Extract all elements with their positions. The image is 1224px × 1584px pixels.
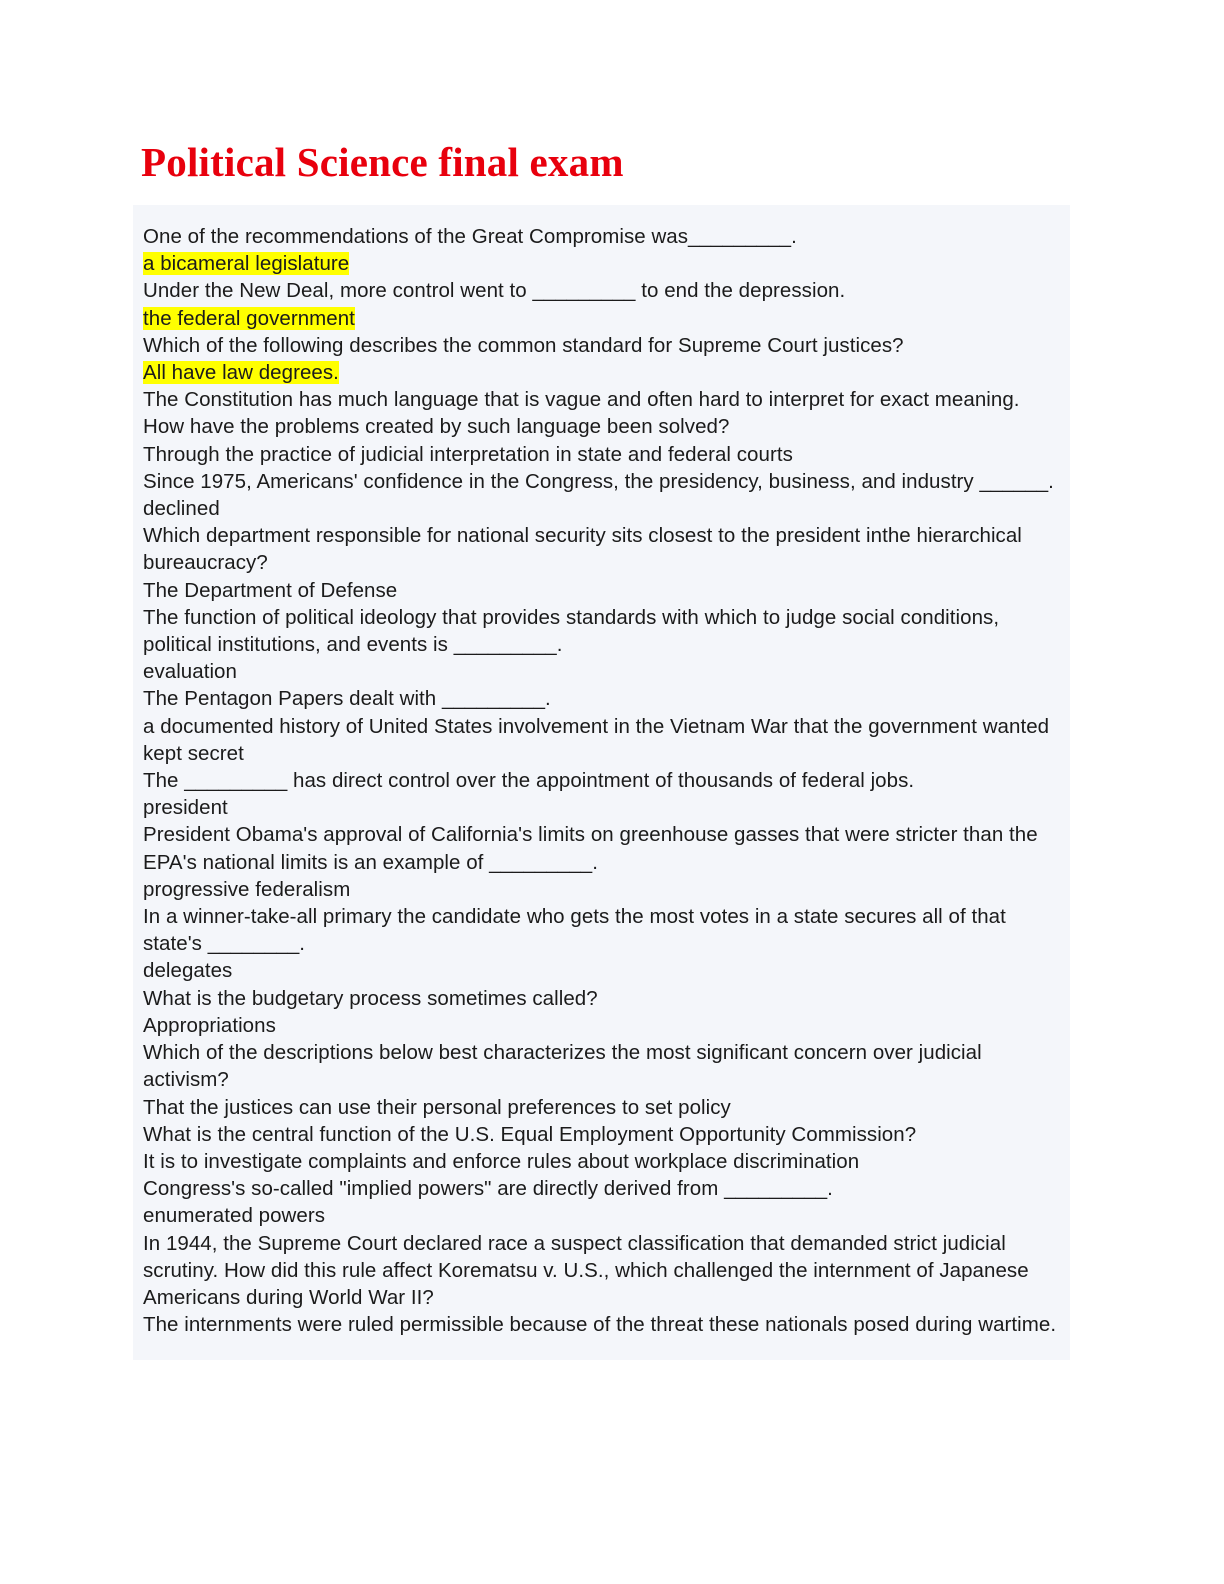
answer-line (143, 305, 1064, 332)
line-text: delegates (143, 959, 233, 983)
line-text: declined (143, 497, 220, 521)
question-line (143, 386, 1064, 440)
exam-content-block (133, 205, 1070, 1360)
line-text: The internments were ruled permissible because of the threat these nationals posed during wartime. (143, 1313, 1057, 1337)
line-text: All have law degrees. (143, 361, 339, 385)
line-text: The Department of Defense (143, 578, 398, 602)
question-line (143, 1094, 1064, 1121)
line-text: Congress's so-called "implied powers" are directly derived from _________. (143, 1177, 833, 1201)
question-line (143, 1311, 1064, 1338)
line-text: Which of the following describes the common standard for Supreme Court justices? (143, 333, 904, 357)
line-text: The Constitution has much language that is vague and often hard to interpret for exact meaning. How have the problems created by such language been solved? (143, 388, 1026, 439)
question-line (143, 332, 1064, 359)
question-line (143, 957, 1064, 984)
question-line (143, 577, 1064, 604)
line-text: evaluation (143, 660, 237, 684)
question-line (143, 468, 1064, 495)
line-text: That the justices can use their personal preferences to set policy (143, 1095, 731, 1119)
line-text: President Obama's approval of California's limits on greenhouse gasses that were stricter than the EPA's national limits is an example of _________. (143, 823, 1044, 874)
line-text: In a winner-take-all primary the candidate who gets the most votes in a state secures all of that state's ________. (143, 905, 1012, 956)
question-line (143, 713, 1064, 767)
question-line (143, 821, 1064, 875)
line-text: the federal government (143, 306, 355, 330)
line-text: a documented history of United States involvement in the Vietnam War that the government wanted kept secret (143, 714, 1055, 765)
question-line (143, 985, 1064, 1012)
question-line (143, 495, 1064, 522)
question-line (143, 1039, 1064, 1093)
question-line (143, 794, 1064, 821)
question-line (143, 277, 1064, 304)
line-text: Since 1975, Americans' confidence in the Congress, the presidency, business, and industry ______. (143, 469, 1054, 493)
question-line (143, 1175, 1064, 1202)
line-text: progressive federalism (143, 877, 351, 901)
page-title: Political Science final exam (141, 139, 624, 185)
line-text: Under the New Deal, more control went to _________ to end the depression. (143, 279, 846, 303)
line-text: One of the recommendations of the Great Compromise was_________. (143, 225, 797, 248)
line-text: Which department responsible for national security sits closest to the president inthe hierarchical bureaucracy? (143, 524, 1028, 575)
line-text: The _________ has direct control over the appointment of thousands of federal jobs. (143, 769, 915, 793)
question-line (143, 658, 1064, 685)
line-text: enumerated powers (143, 1204, 326, 1228)
question-line (143, 1148, 1064, 1175)
question-line (143, 1121, 1064, 1148)
answer-line (143, 359, 1064, 386)
line-text: Which of the descriptions below best characterizes the most significant concern over judicial activism? (143, 1041, 988, 1092)
question-line (143, 767, 1064, 794)
line-text: Through the practice of judicial interpretation in state and federal courts (143, 442, 793, 466)
question-line (143, 1012, 1064, 1039)
line-text: The Pentagon Papers dealt with _________. (143, 687, 551, 711)
question-line (143, 223, 1064, 250)
line-text: a bicameral legislature (143, 252, 350, 276)
question-line (143, 685, 1064, 712)
line-text: It is to investigate complaints and enforce rules about workplace discrimination (143, 1149, 860, 1173)
question-line (143, 522, 1064, 576)
exam-lines-list (143, 223, 1064, 1338)
answer-line (143, 250, 1064, 277)
question-line (143, 604, 1064, 658)
line-text: Appropriations (143, 1013, 276, 1037)
question-line (143, 1230, 1064, 1312)
question-line (143, 876, 1064, 903)
line-text: What is the central function of the U.S. Equal Employment Opportunity Commission? (143, 1122, 917, 1146)
line-text: What is the budgetary process sometimes called? (143, 986, 598, 1010)
line-text: president (143, 796, 228, 820)
line-text: The function of political ideology that provides standards with which to judge social conditions, political institutions, and events is _________. (143, 605, 1005, 657)
question-line (143, 1202, 1064, 1229)
question-line (143, 903, 1064, 957)
question-line (143, 441, 1064, 468)
line-text: In 1944, the Supreme Court declared race a suspect classification that demanded strict judicial scrutiny. How did this rule affect Korematsu v. U.S., which challenged the internment of Japanese Americans during World War II? (143, 1231, 1034, 1309)
